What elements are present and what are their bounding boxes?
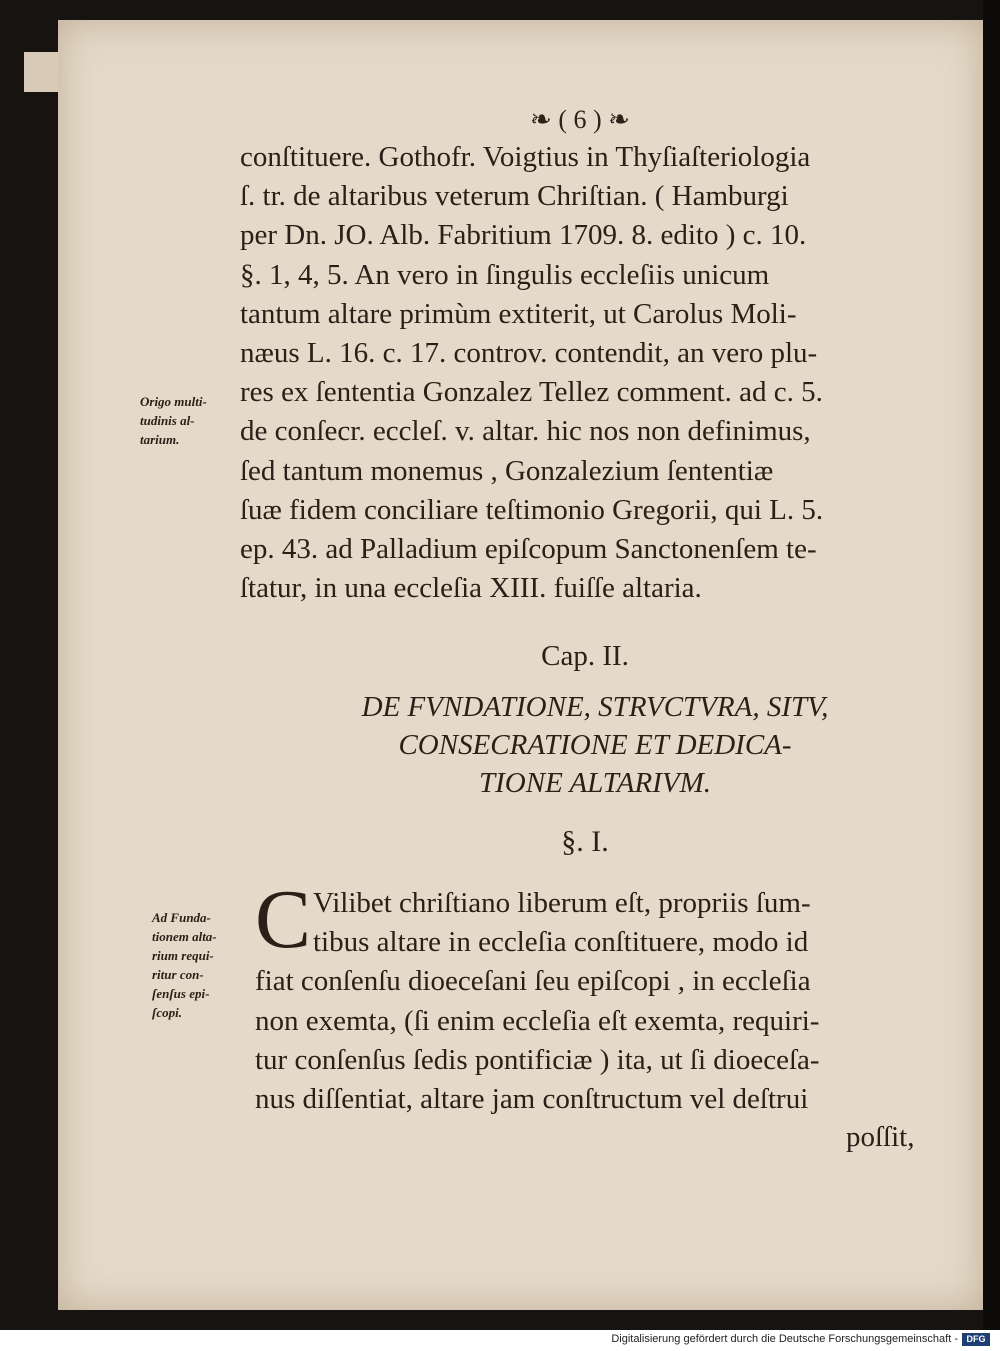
body-line: ſuæ fidem conciliare teſtimonio Gregorii, qui L. 5. (240, 493, 824, 526)
page-edge-tab (24, 52, 60, 92)
para-line: fiat conſenſu dioeceſani ſeu epiſcopi , in eccleſia (255, 965, 811, 998)
body-line: ſ. tr. de altaribus veterum Chriſtian. ( Hamburgi (240, 180, 789, 213)
section-heading: §. I. (561, 825, 609, 858)
body-line: ſed tantum monemus , Gonzalezium ſententiæ (240, 454, 774, 487)
para-line: tibus altare in eccleſia conſtituere, modo id (313, 926, 809, 959)
margin-note-line: ſenſus epi- (152, 986, 210, 1001)
body-text (240, 138, 930, 608)
body-line: ſtatur, in una eccleſia XIII. fuiſſe altaria. (240, 572, 702, 605)
margin-note-line: ſcopi. (152, 1005, 182, 1020)
footer-credit: Digitalisierung gefördert durch die Deutsche Forschungsgemeinschaft - (611, 1333, 958, 1345)
drop-capital: C (255, 873, 312, 966)
para-line: Vilibet chriſtiano liberum eſt, propriis ſum- (313, 887, 811, 919)
page-header: ❧ ( 6 ) ❧ (530, 105, 630, 134)
title-line: CONSECRATIONE ET DEDICA- (398, 729, 792, 761)
chapter-title (250, 688, 940, 802)
body-line: per Dn. JO. Alb. Fabritium 1709. 8. edito ) c. 10. (240, 219, 807, 252)
body-line: næus L. 16. c. 17. controv. contendit, an vero plu- (240, 336, 818, 369)
title-line: DE FVNDATIONE, STRVCTVRA, SITV, (361, 691, 829, 723)
para-line: non exemta, (ſi enim eccleſia eſt exemta, requiri- (255, 1004, 820, 1037)
margin-note-origin (140, 392, 207, 449)
margin-note-line: tudinis al- (140, 413, 195, 428)
body-line: tantum altare primùm extiterit, ut Carolus Moli- (240, 297, 797, 330)
chapter-heading: Cap. II. (541, 640, 629, 672)
body-line: §. 1, 4, 5. An vero in ſingulis eccleſiis unicum (240, 258, 770, 291)
scan-edge (983, 0, 1000, 1330)
para-line: nus diſſentiat, altare jam conſtructum vel deſtrui (255, 1082, 809, 1115)
margin-note-line: ritur con- (152, 967, 204, 982)
footer-bar (0, 1330, 1000, 1351)
margin-note-foundation (152, 908, 217, 1022)
body-line: ep. 43. ad Palladium epiſcopum Sanctonenſem te- (240, 532, 817, 565)
paragraph (255, 884, 930, 1119)
body-line: res ex ſententia Gonzalez Tellez comment. ad c. 5. (240, 376, 823, 409)
margin-note-line: tarium. (140, 432, 180, 447)
body-line: de conſecr. eccleſ. v. altar. hic nos non definimus, (240, 415, 811, 448)
body-line: conſtituere. Gothofr. Voigtius in Thyſiaſteriologia (240, 141, 811, 173)
margin-note-line: tionem alta- (152, 929, 217, 944)
dfg-logo: DFG (962, 1333, 990, 1346)
para-line: tur conſenſus ſedis pontificiæ ) ita, ut ſi dioeceſa- (255, 1043, 820, 1076)
margin-note-line: rium requi- (152, 948, 214, 963)
title-line: TIONE ALTARIVM. (479, 767, 711, 799)
margin-note-line: Origo multi- (140, 394, 207, 409)
catchword: poſſit, (846, 1121, 915, 1153)
margin-note-line: Ad Funda- (152, 910, 211, 925)
